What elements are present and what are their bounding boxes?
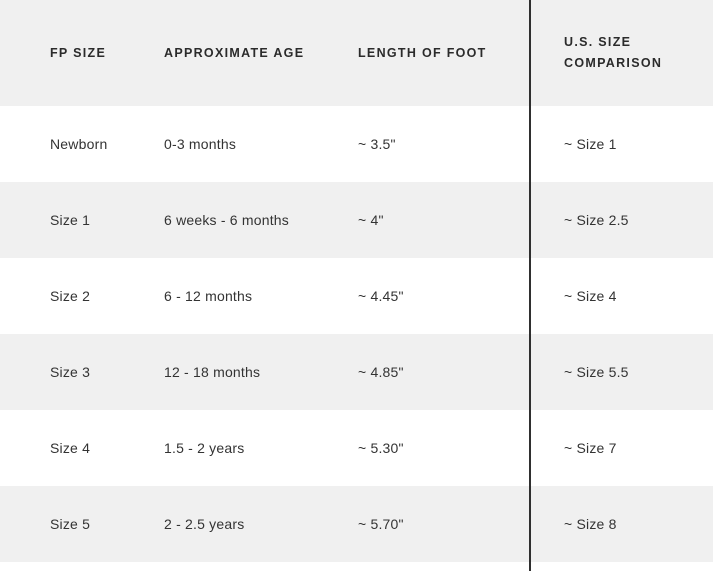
- column-header-us-size-comparison: [529, 0, 713, 106]
- cell-approximate-age: 1.5 - 2 years: [113, 410, 307, 486]
- vertical-divider: [529, 0, 531, 571]
- cell-length-of-foot: ~ 4.45": [307, 258, 529, 334]
- cell-us-size: ~ Size 5.5: [529, 334, 713, 410]
- cell-approximate-age: 12 - 18 months: [113, 334, 307, 410]
- cell-approximate-age: 0-3 months: [113, 106, 307, 182]
- column-header-fp-size: [0, 0, 113, 106]
- table-header-row: [0, 0, 713, 106]
- cell-length-of-foot: ~ 4.85": [307, 334, 529, 410]
- table-row: [0, 410, 713, 486]
- table-row: [0, 486, 713, 562]
- cell-us-size: ~ Size 2.5: [529, 182, 713, 258]
- cell-length-of-foot: ~ 4": [307, 182, 529, 258]
- cell-approximate-age: 6 - 12 months: [113, 258, 307, 334]
- table-row: [0, 334, 713, 410]
- cell-us-size: ~ Size 1: [529, 106, 713, 182]
- table-header: [0, 0, 713, 106]
- table-row: [0, 258, 713, 334]
- column-header-us-size-comparison-line2: COMPARISON: [564, 56, 663, 70]
- cell-us-size: ~ Size 7: [529, 410, 713, 486]
- column-header-length-of-foot-label: LENGTH OF FOOT: [358, 45, 487, 60]
- cell-length-of-foot: ~ 5.30": [307, 410, 529, 486]
- cell-length-of-foot: ~ 5.70": [307, 486, 529, 562]
- cell-fp-size: Newborn: [0, 106, 113, 182]
- cell-length-of-foot: ~ 3.5": [307, 106, 529, 182]
- column-header-us-size-comparison-line1: U.S. SIZE: [564, 35, 632, 50]
- cell-fp-size: Size 4: [0, 410, 113, 486]
- cell-fp-size: Size 5: [0, 486, 113, 562]
- column-header-length-of-foot: [307, 0, 529, 106]
- column-header-approximate-age: [113, 0, 307, 106]
- cell-us-size: ~ Size 4: [529, 258, 713, 334]
- table-row: [0, 106, 713, 182]
- cell-us-size: ~ Size 8: [529, 486, 713, 562]
- cell-fp-size: Size 2: [0, 258, 113, 334]
- table-body: [0, 106, 713, 562]
- column-header-approximate-age-label: APPROXIMATE AGE: [164, 45, 305, 60]
- table-row: [0, 182, 713, 258]
- cell-fp-size: Size 3: [0, 334, 113, 410]
- cell-approximate-age: 6 weeks - 6 months: [113, 182, 307, 258]
- cell-approximate-age: 2 - 2.5 years: [113, 486, 307, 562]
- cell-fp-size: Size 1: [0, 182, 113, 258]
- column-header-fp-size-label: FP SIZE: [50, 45, 107, 60]
